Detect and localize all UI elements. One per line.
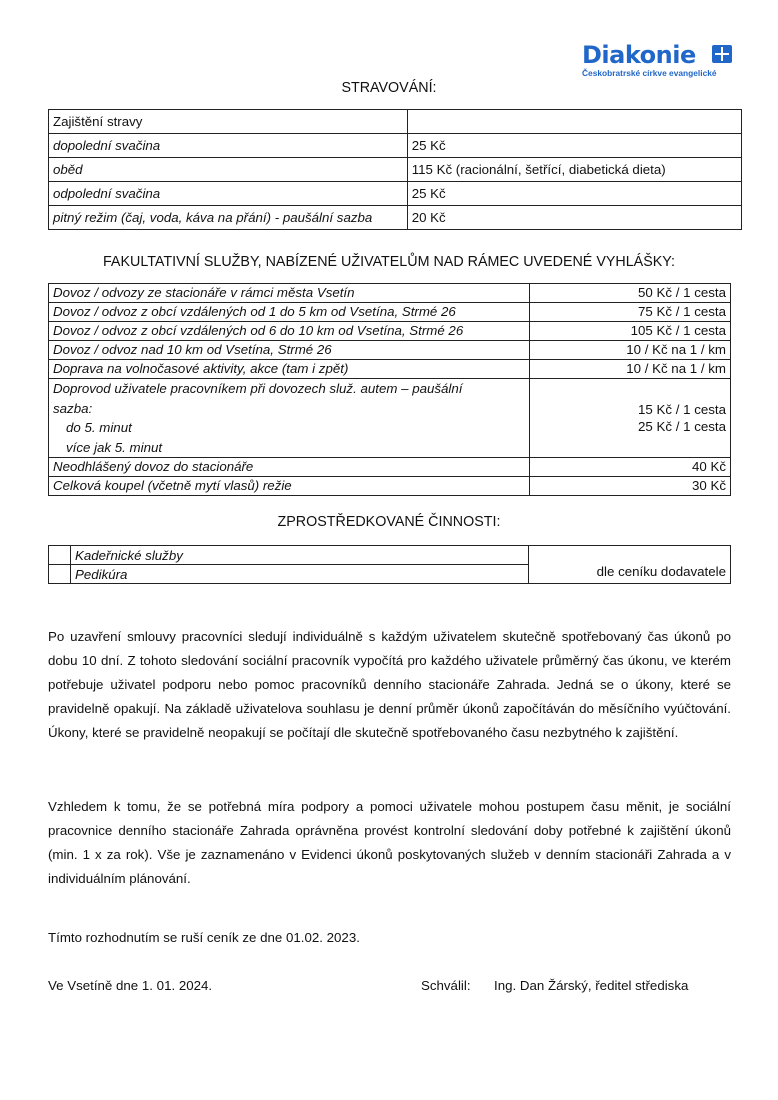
doprovod-item xyxy=(49,379,530,458)
meal-item: odpolední svačina xyxy=(49,182,408,206)
zprostredkovane-table xyxy=(48,545,731,584)
fakultativni-heading: FAKULTATIVNÍ SLUŽBY, NABÍZENÉ UŽIVATELŮM NAD RÁMEC UVEDENÉ VYHLÁŠKY: xyxy=(102,254,675,270)
fakultativni-table xyxy=(48,283,731,496)
table-row xyxy=(49,158,742,182)
place-date: Ve Vsetíně dne 1. 01. 2024. xyxy=(48,978,213,993)
service-price: 10 / Kč na 1 / km xyxy=(529,360,730,379)
service-price: 10 / Kč na 1 / km xyxy=(529,341,730,360)
table-row xyxy=(49,341,731,360)
activity-price: dle ceníku dodavatele xyxy=(529,546,731,584)
meal-price: 115 Kč (racionální, šetřící, diabetická dieta) xyxy=(407,158,741,182)
table-row xyxy=(49,303,731,322)
paragraph-kontrola: Vzhledem k tomu, že se potřebná míra podpory a pomoci uživatele mohou postupem času měnit, je sociální pracovnice denního stacionáře Zahrada oprávněna provést kontrolní sledování doby potřebné k zajištění úkonů (min. 1 x za rok). Vše je zaznamenáno v Evidenci úkonů poskytovaných služeb v denním stacionáři Zahrada a v individuálním plánování. xyxy=(48,799,731,886)
service-item: Doprava na volnočasové aktivity, akce (tam i zpět) xyxy=(49,360,530,379)
doprovod-price: 15 Kč / 1 cesta xyxy=(638,402,726,417)
doprovod-price: 25 Kč / 1 cesta xyxy=(638,419,726,434)
table-row xyxy=(49,458,731,477)
table-row xyxy=(49,110,742,134)
logo-name: Diakonie xyxy=(582,41,696,69)
meal-price: 25 Kč xyxy=(407,134,741,158)
service-price: 30 Kč xyxy=(529,477,730,496)
table-header-cell: Zajištění stravy xyxy=(49,110,408,134)
approved-name: Ing. Dan Žárský, ředitel střediska xyxy=(494,978,689,993)
meal-item: dopolední svačina xyxy=(49,134,408,158)
table-cell-empty xyxy=(49,565,71,584)
service-item: Dovoz / odvoz nad 10 km od Vsetína, Strmé 26 xyxy=(49,341,530,360)
table-row xyxy=(49,206,742,230)
doprovod-sub: více jak 5. minut xyxy=(66,439,163,455)
table-cell-empty xyxy=(49,546,71,565)
service-item: Celková koupel (včetně mytí vlasů) režie xyxy=(49,477,530,496)
service-item: Dovoz / odvoz z obcí vzdálených od 1 do 5 km od Vsetína, Strmé 26 xyxy=(49,303,530,322)
service-item: Dovoz / odvozy ze stacionáře v rámci města Vsetín xyxy=(49,284,530,303)
meal-price: 25 Kč xyxy=(407,182,741,206)
logo-subtitle: Českobratrské církve evangelické xyxy=(582,68,717,78)
meal-price: 20 Kč xyxy=(407,206,741,230)
stravovani-table xyxy=(48,109,742,230)
service-price: 40 Kč xyxy=(529,458,730,477)
zruseni-text: Tímto rozhodnutím se ruší ceník ze dne 01.02. 2023. xyxy=(48,930,360,945)
service-price: 50 Kč / 1 cesta xyxy=(529,284,730,303)
doprovod-sub: do 5. minut xyxy=(66,420,132,435)
table-row xyxy=(49,182,742,206)
table-row xyxy=(49,360,731,379)
paragraph-sledovani: Po uzavření smlouvy pracovníci sledují individuálně s každým uživatelem skutečně spotřebovaný čas úkonů po dobu 10 dní. Z tohoto sledování sociální pracovník vypočítá pro každého uživatele průměrný čas úkonu, ve kterém potřebuje uživatel podporu nebo pomoc pracovníků denního stacionáře Zahrada. Jedná se o úkony, které se pravidelně opakují. Na základě uživatelova souhlasu je denní průměr úkonů započítáván do měsíčního vyúčtování. Úkony, které se pravidelně neopakují se počítají dle skutečně spotřebovaného času nezbytného k zajištění. xyxy=(48,629,731,740)
service-price: 75 Kč / 1 cesta xyxy=(529,303,730,322)
service-item: Neodhlášený dovoz do stacionáře xyxy=(49,458,530,477)
table-row xyxy=(49,322,731,341)
diakonie-logo xyxy=(582,42,734,82)
table-cell-empty xyxy=(407,110,741,134)
meal-item: oběd xyxy=(49,158,408,182)
table-row-doprovod xyxy=(49,379,731,458)
table-row xyxy=(49,134,742,158)
service-item: Dovoz / odvoz z obcí vzdálených od 6 do 10 km od Vsetína, Strmé 26 xyxy=(49,322,530,341)
stravovani-heading: STRAVOVÁNÍ: xyxy=(341,80,437,96)
activity-item: Kadeřnické služby xyxy=(70,546,528,565)
activity-item: Pedikúra xyxy=(70,565,528,584)
table-row xyxy=(49,546,731,565)
table-row xyxy=(49,477,731,496)
doprovod-line: sazba: xyxy=(53,400,93,416)
cross-chalice-icon xyxy=(712,45,732,63)
zprostredkovane-heading: ZPROSTŘEDKOVANÉ ČINNOSTI: xyxy=(277,514,501,530)
service-price: 105 Kč / 1 cesta xyxy=(529,322,730,341)
table-row xyxy=(49,284,731,303)
doprovod-prices xyxy=(529,379,730,458)
doprovod-line: Doprovod uživatele pracovníkem při dovozech služ. autem – paušální xyxy=(53,381,463,396)
meal-item: pitný režim (čaj, voda, káva na přání) - paušální sazba xyxy=(49,206,408,230)
approved-label: Schválil: xyxy=(421,978,471,993)
